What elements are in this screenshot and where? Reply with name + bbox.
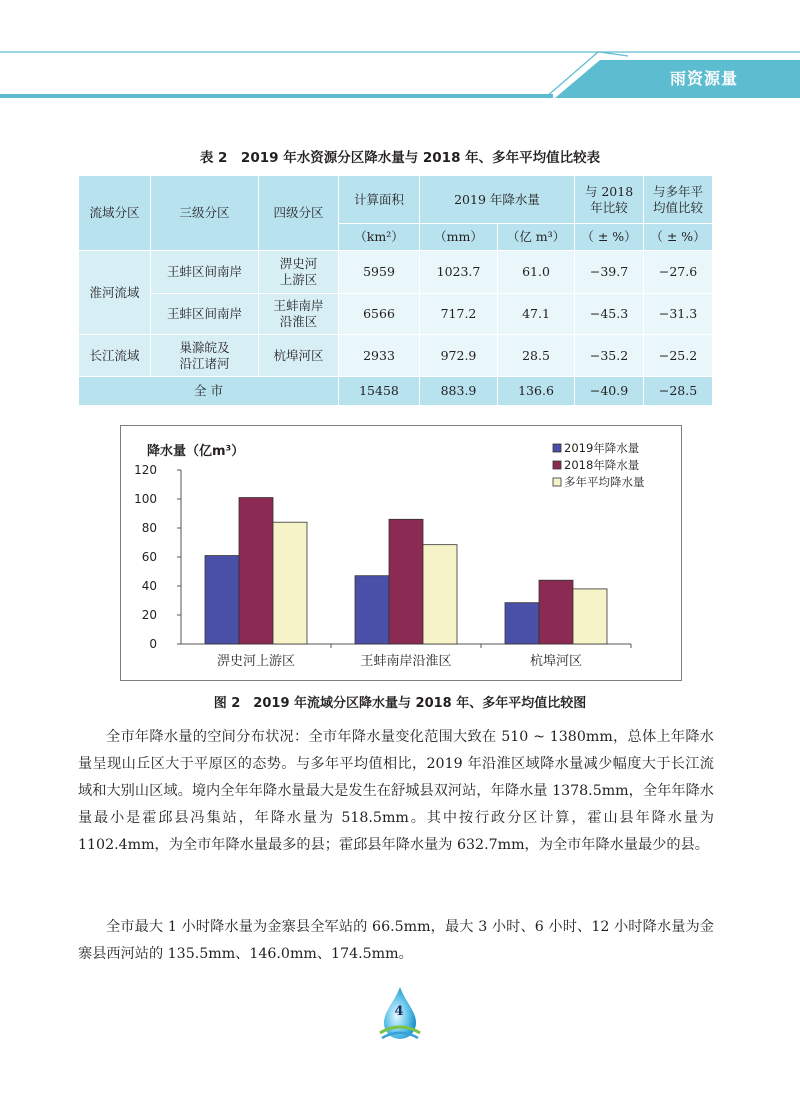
y-tick-label: 20 bbox=[141, 608, 157, 622]
legend-label: 2018年降水量 bbox=[564, 458, 640, 472]
legend-swatch bbox=[553, 461, 561, 469]
total-mm: 883.9 bbox=[420, 377, 498, 406]
x-tick-label: 杭埠河区 bbox=[529, 654, 583, 669]
cell-level3: 王蚌区间南岸 bbox=[151, 294, 259, 335]
cell-level4-line2: 沿淮区 bbox=[279, 314, 318, 329]
y-tick-label: 120 bbox=[134, 463, 157, 477]
cell-vsavg: −31.3 bbox=[644, 294, 713, 335]
x-tick-label: 王蚌南岸沿淮区 bbox=[360, 654, 452, 669]
table-caption: 表 2 2019 年水资源分区降水量与 2018 年、多年平均值比较表 bbox=[199, 150, 601, 166]
x-tick-label: 淠史河上游区 bbox=[216, 654, 296, 669]
total-volume: 136.6 bbox=[498, 377, 575, 406]
cell-area: 5959 bbox=[339, 251, 420, 294]
bar-1 bbox=[355, 576, 389, 644]
unit-pct-avg: （ ± %） bbox=[644, 224, 713, 251]
cell-level3 bbox=[151, 335, 259, 377]
total-vsavg: −28.5 bbox=[644, 377, 713, 406]
cell-level4-line1: 淠史河 bbox=[279, 256, 318, 271]
cell-area: 2933 bbox=[339, 335, 420, 377]
cell-mm: 1023.7 bbox=[420, 251, 498, 294]
y-tick-label: 100 bbox=[134, 492, 157, 506]
cell-vsavg: −27.6 bbox=[644, 251, 713, 294]
table-row bbox=[79, 294, 713, 335]
header-vs2018-line2: 年比较 bbox=[590, 199, 628, 215]
header-level3: 三级分区 bbox=[151, 176, 259, 251]
cell-level3-line2: 沿江诸河 bbox=[179, 355, 230, 371]
unit-volume: （亿 m³） bbox=[498, 224, 575, 251]
table-header-row bbox=[79, 176, 713, 224]
header-vsavg bbox=[644, 176, 713, 224]
cell-vs2018: −39.7 bbox=[575, 251, 644, 294]
cell-vs2018: −35.2 bbox=[575, 335, 644, 377]
cell-volume: 61.0 bbox=[498, 251, 575, 294]
body-paragraph: 全市最大 1 小时降水量为金寨县全军站的 66.5mm，最大 3 小时、6 小时、12 小时降水量为金寨县西河站的 135.5mm、146.0mm、174.5mm。 bbox=[78, 919, 714, 962]
cell-level4-line2: 上游区 bbox=[279, 272, 318, 287]
cell-area: 6566 bbox=[339, 294, 420, 335]
bar-1 bbox=[505, 603, 539, 644]
cell-vsavg: −25.2 bbox=[644, 335, 713, 377]
cell-basin: 长江流域 bbox=[79, 335, 151, 377]
header-basin: 流域分区 bbox=[79, 176, 151, 251]
bar-3 bbox=[273, 522, 307, 644]
table-row bbox=[79, 335, 713, 377]
cell-level3: 王蚌区间南岸 bbox=[151, 251, 259, 294]
legend-swatch bbox=[553, 478, 561, 486]
cell-level4-line1: 王蚌南岸 bbox=[273, 298, 324, 313]
table-row bbox=[79, 251, 713, 294]
cell-basin: 淮河流域 bbox=[79, 251, 151, 335]
precipitation-table bbox=[78, 175, 713, 406]
header-vs2018 bbox=[575, 176, 644, 224]
section-banner bbox=[0, 0, 800, 110]
bar-chart bbox=[120, 425, 682, 681]
header-precip2019: 2019 年降水量 bbox=[420, 176, 575, 224]
total-label: 全 市 bbox=[79, 377, 339, 406]
cell-level4: 杭埠河区 bbox=[259, 335, 339, 377]
total-area: 15458 bbox=[339, 377, 420, 406]
body-paragraph: 全市年降水量的空间分布状况：全市年降水量变化范围大致在 510 ~ 1380mm，总体上年降水量呈现山丘区大于平原区的态势。与多年平均值相比，2019 年沿淮区域降水量减少幅度大于长江流域和大别山区域。境内全年年降水量最大是发生在舒城县双河站，年降水量 1378.5mm，全年年降水量最小是霍邱县冯集站，年降水量为 518.5mm。其中按行政分区计算，霍山县年降水量为 1102.4mm，为全市年降水量最多的县；霍邱县年降水量为 632.7mm，为全市年降水量最少的县。 bbox=[78, 729, 714, 853]
bar-2 bbox=[239, 498, 273, 644]
cell-level3-line1: 巢滁皖及 bbox=[179, 339, 230, 355]
bar-2 bbox=[539, 580, 573, 644]
header-vsavg-line1: 与多年平 bbox=[653, 183, 704, 199]
cell-level4 bbox=[259, 294, 339, 335]
header-vsavg-line2: 均值比较 bbox=[653, 199, 704, 215]
y-tick-label: 80 bbox=[141, 521, 157, 535]
chart-canvas bbox=[121, 426, 681, 680]
header-vs2018-line1: 与 2018 bbox=[584, 183, 634, 199]
table-total-row bbox=[79, 377, 713, 406]
cell-volume: 28.5 bbox=[498, 335, 575, 377]
cell-vs2018: −45.3 bbox=[575, 294, 644, 335]
cell-volume: 47.1 bbox=[498, 294, 575, 335]
figure-caption: 图 2 2019 年流域分区降水量与 2018 年、多年平均值比较图 bbox=[213, 696, 587, 711]
cell-mm: 972.9 bbox=[420, 335, 498, 377]
y-tick-label: 60 bbox=[141, 550, 157, 564]
y-axis-title: 降水量（亿m³） bbox=[147, 444, 245, 459]
y-tick-label: 40 bbox=[141, 579, 157, 593]
header-level4: 四级分区 bbox=[259, 176, 339, 251]
legend-label: 2019年降水量 bbox=[564, 441, 640, 455]
unit-mm: （mm） bbox=[420, 224, 498, 251]
header-area: 计算面积 bbox=[339, 176, 420, 224]
bar-1 bbox=[205, 556, 239, 644]
y-tick-label: 0 bbox=[149, 637, 157, 651]
banner-shape bbox=[0, 0, 800, 110]
bar-3 bbox=[573, 589, 607, 644]
cell-mm: 717.2 bbox=[420, 294, 498, 335]
cell-level4 bbox=[259, 251, 339, 294]
section-title: 雨资源量 bbox=[669, 69, 738, 88]
unit-pct-2018: （ ± %） bbox=[575, 224, 644, 251]
legend-label: 多年平均降水量 bbox=[564, 475, 645, 489]
bar-2 bbox=[389, 519, 423, 644]
total-vs2018: −40.9 bbox=[575, 377, 644, 406]
bar-3 bbox=[423, 545, 457, 644]
legend-swatch bbox=[553, 444, 561, 452]
unit-area: （km²） bbox=[339, 224, 420, 251]
page-number: 4 bbox=[394, 1004, 404, 1019]
